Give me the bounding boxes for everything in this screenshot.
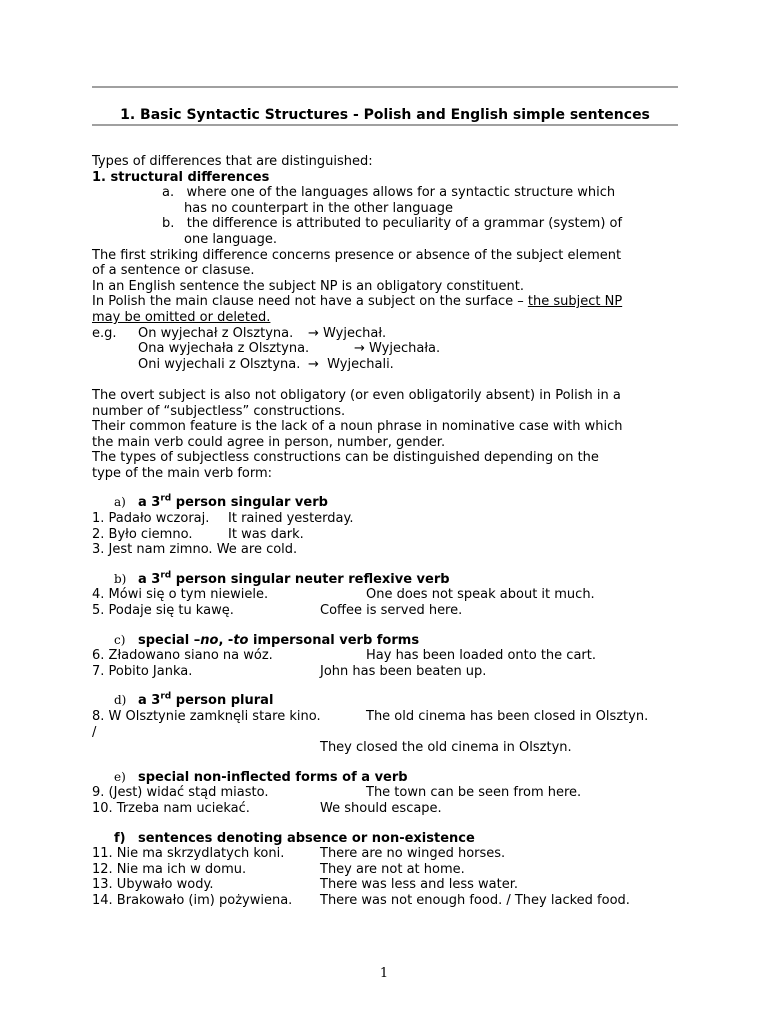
list-item-b-text: the difference is attributed to peculiarity of a grammar (system) of <box>186 216 623 232</box>
section-heading-b: b) a 3rd person singular neuter reflexive verb <box>114 570 450 587</box>
section-heading-d: d) a 3rd person plural <box>114 692 274 709</box>
example-english: The town can be seen from here. <box>366 785 582 801</box>
example-english: It rained yesterday. <box>228 511 354 527</box>
arrow-icon: → <box>308 325 319 341</box>
paragraph-line <box>92 310 682 326</box>
example-english: There was less and less water. <box>320 877 519 893</box>
example-polish: 12. Nie ma ich w domu. <box>92 861 247 877</box>
example-row <box>92 785 682 801</box>
paragraph-line: type of the main verb form: <box>92 465 273 481</box>
example-short: Wyjechał. <box>323 325 387 341</box>
example-row <box>92 341 682 357</box>
document-body <box>92 154 682 909</box>
example-english: There are no winged horses. <box>320 846 506 862</box>
section-heading-e: e) special non-inflected forms of a verb <box>114 769 408 785</box>
example-english: One does not speak about it much. <box>366 587 595 603</box>
paragraph-line: The types of subjectless constructions can be distinguished depending on the <box>92 450 599 466</box>
section-heading-f: f) sentences denoting absence or non-existence <box>114 830 475 846</box>
example-english: John has been beaten up. <box>320 663 487 679</box>
page-title: 1. Basic Syntactic Structures - Polish and English simple sentences <box>120 107 650 123</box>
list-item-a-continuation: has no counterpart in the other language <box>184 200 453 216</box>
structural-heading: 1. structural differences <box>92 169 270 185</box>
example-english: We should escape. <box>320 800 442 816</box>
example-polish: 5. Podaje się tu kawę. <box>92 603 234 619</box>
example-polish: 11. Nie ma skrzydlatych koni. <box>92 846 285 862</box>
paragraph-line: In an English sentence the subject NP is an obligatory constituent. <box>92 278 525 294</box>
example-polish: 14. Brakowało (im) pożywiena. <box>92 892 293 908</box>
top-rule <box>92 86 678 88</box>
list-item-a-text: where one of the languages allows for a syntactic structure which <box>186 185 616 201</box>
underlined-text: may be omitted or deleted. <box>92 309 271 325</box>
paragraph-text: In Polish the main clause need not have a subject on the surface – <box>92 294 528 310</box>
example-polish: 13. Ubywało wody. <box>92 877 214 893</box>
example-polish: 2. Było ciemno. <box>92 526 193 542</box>
example-english: Coffee is served here. <box>320 603 463 619</box>
example-polish: 7. Pobito Janka. <box>92 663 193 679</box>
paragraph-line <box>92 294 682 310</box>
slash-separator: / <box>92 724 97 740</box>
example-row <box>92 357 682 373</box>
example-row <box>92 326 682 342</box>
list-item-b-continuation: one language. <box>184 231 277 247</box>
example-english: They closed the old cinema in Olsztyn. <box>320 740 572 756</box>
example-polish: Oni wyjechali z Olsztyna. <box>138 356 301 372</box>
example-row <box>92 542 682 558</box>
title-bottom-rule <box>92 124 678 126</box>
example-row <box>92 877 682 893</box>
example-row <box>92 664 682 680</box>
paragraph-line: the main verb could agree in person, number, gender. <box>92 434 446 450</box>
example-short: Wyjechali. <box>327 356 394 372</box>
example-english: It was dark. <box>228 526 304 542</box>
example-polish: 8. W Olsztynie zamknęli stare kino. <box>92 709 321 724</box>
example-english: They are not at home. <box>320 861 465 877</box>
section-heading-c: c) special –no, -to impersonal verb forms <box>114 632 420 648</box>
example-row <box>92 801 682 817</box>
example-english: There was not enough food. / They lacked food. <box>320 892 630 908</box>
underlined-text: the subject NP <box>527 294 623 310</box>
example-row <box>92 862 682 878</box>
paragraph-line: number of “subjectless” constructions. <box>92 403 346 419</box>
example-row <box>92 511 682 527</box>
types-line: Types of differences that are distinguished: <box>92 154 373 169</box>
example-polish: 1. Padało wczoraj. <box>92 511 210 527</box>
list-item-b <box>92 216 682 232</box>
paragraph-line: The overt subject is also not obligatory (or even obligatorily absent) in Polish in a <box>92 387 621 403</box>
section-heading-a: a) a 3rd person singular verb <box>114 494 328 511</box>
list-marker-b: b. <box>162 216 175 232</box>
example-polish: 10. Trzeba nam uciekać. <box>92 800 250 816</box>
example-row <box>92 846 682 862</box>
example-row <box>92 603 682 619</box>
example-polish: 4. Mówi się o tym niewiele. <box>92 587 269 603</box>
page-number: 1 <box>379 966 389 981</box>
example-english: Hay has been loaded onto the cart. <box>366 648 596 664</box>
example-polish: 9. (Jest) widać stąd miasto. <box>92 785 269 801</box>
arrow-icon: → <box>308 356 319 372</box>
example-row <box>92 648 682 664</box>
list-item-a <box>92 185 682 201</box>
paragraph-line: of a sentence or clasuse. <box>92 263 255 279</box>
example-english: The old cinema has been closed in Olsztyn. <box>366 709 649 724</box>
example-polish: On wyjechał z Olsztyna. <box>138 325 294 341</box>
example-polish: Ona wyjechała z Olsztyna. <box>138 341 310 357</box>
example-polish: 6. Zładowano siano na wóz. <box>92 648 273 664</box>
example-row <box>92 893 682 909</box>
example-row <box>92 527 682 543</box>
example-row <box>92 709 682 725</box>
arrow-icon: → <box>354 341 365 357</box>
example-short: Wyjechała. <box>369 341 441 357</box>
list-marker-a: a. <box>162 185 175 201</box>
paragraph-line: Their common feature is the lack of a noun phrase in nominative case with which <box>92 419 623 435</box>
paragraph-line: The first striking difference concerns presence or absence of the subject element <box>92 247 622 263</box>
example-row <box>92 587 682 603</box>
eg-label: e.g. <box>92 325 117 341</box>
example-polish: 3. Jest nam zimno. We are cold. <box>92 542 298 558</box>
